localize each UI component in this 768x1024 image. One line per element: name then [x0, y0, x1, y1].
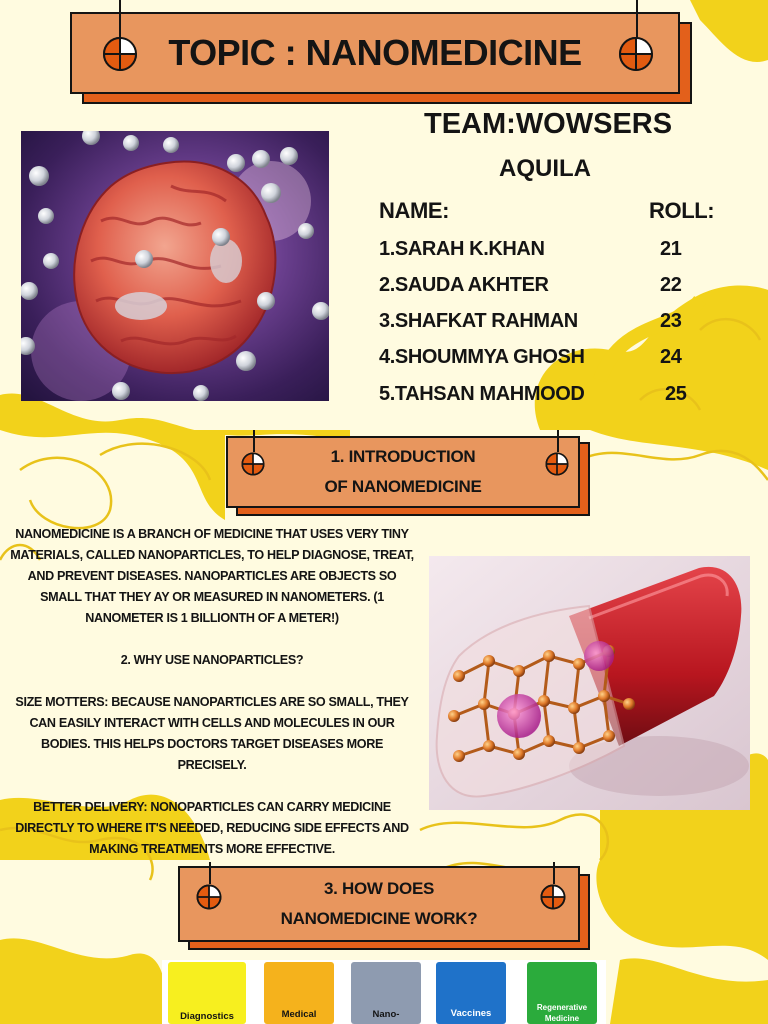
- application-card-regenerative: Regenerative Medicine: [527, 962, 597, 1024]
- member-roll: 24: [660, 346, 682, 368]
- member-name: 4.SHOUMMYA GHOSH: [379, 346, 585, 368]
- title-banner: [70, 0, 694, 104]
- member-roll: 25: [665, 383, 687, 405]
- member-roll: 22: [660, 274, 682, 296]
- pie-badge-icon: [241, 452, 265, 476]
- pie-badge-icon: [102, 36, 138, 72]
- intro-paragraph: NANOMEDICINE IS A BRANCH OF MEDICINE THAT USES VERY TINY MATERIALS, CALLED NANOPARTICLES, TO HELP DIAGNOSE, TREAT, AND PREVENT DISEASES. NANOPARTICLES ARE OBJECTS SO SMALL THAT THEY AY OR MEASURED IN NANOMETERS. (1 NANOMETER IS 1 BILLIONTH OF A METER!): [10, 527, 414, 625]
- intro-banner: [226, 430, 590, 514]
- intro-heading-line1: 1. INTRODUCTION: [330, 447, 476, 466]
- team-section: AQUILA: [499, 155, 591, 182]
- delivery-paragraph: BETTER DELIVERY: NONOPARTICLES CAN CARRY MEDICINE DIRECTLY TO WHERE IT'S NEEDED, REDUCING SIDE EFFECTS AND MAKING TREATMENTS MORE EFFECTIVE.: [15, 800, 409, 856]
- member-roll: 21: [660, 238, 682, 260]
- how-banner: [178, 862, 590, 948]
- page-title: TOPIC : NANOMEDICINE: [168, 32, 582, 73]
- application-card-vaccines: Vaccines: [436, 962, 506, 1024]
- application-card-medical: Medical: [264, 962, 334, 1024]
- application-card-nano: Nano-: [351, 962, 421, 1024]
- member-name: 1.SARAH K.KHAN: [379, 238, 545, 260]
- pie-badge-icon: [540, 884, 566, 910]
- pie-badge-icon: [196, 884, 222, 910]
- team-title: TEAM:WOWSERS: [424, 108, 673, 140]
- size-paragraph: SIZE MOTTERS: BECAUSE NANOPARTICLES ARE SO SMALL, THEY CAN EASILY INTERACT WITH CELLS AND MOLECULES IN OUR BODIES. THIS HELPS DOCTORS TARGET DISEASES MORE PRECISELY.: [15, 695, 409, 772]
- how-heading-line1: 3. HOW DOES: [323, 879, 435, 898]
- why-heading: 2. WHY USE NANOPARTICLES?: [120, 653, 304, 667]
- member-name: 3.SHAFKAT RAHMAN: [379, 310, 578, 332]
- pie-badge-icon: [545, 452, 569, 476]
- roll-column-header: ROLL:: [649, 198, 715, 223]
- how-heading-line2: NANOMEDICINE WORK?: [280, 909, 478, 928]
- application-card-diagnostics: Diagnostics: [168, 962, 246, 1024]
- member-name: 2.SAUDA AKHTER: [379, 274, 549, 296]
- pie-badge-icon: [618, 36, 654, 72]
- intro-body: [6, 524, 418, 860]
- member-name: 5.TAHSAN MAHMOOD: [379, 383, 585, 405]
- cell-image: [21, 131, 329, 401]
- member-roll: 23: [660, 310, 682, 332]
- capsule-image: [429, 556, 750, 810]
- name-column-header: NAME:: [379, 198, 450, 223]
- intro-heading-line2: OF NANOMEDICINE: [324, 477, 482, 496]
